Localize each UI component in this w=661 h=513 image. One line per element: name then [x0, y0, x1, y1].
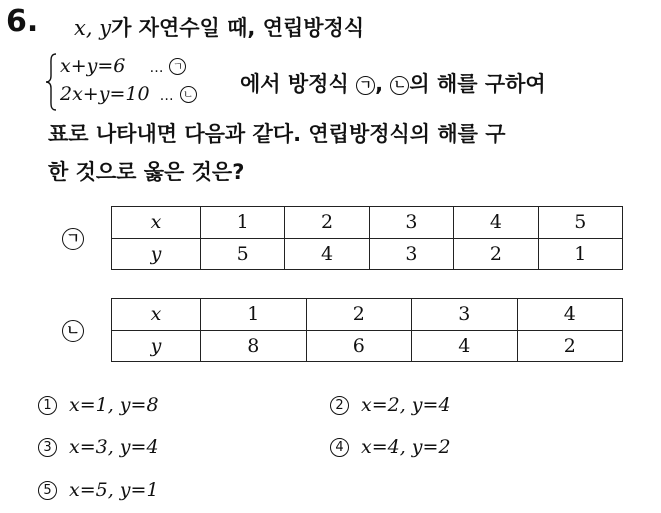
line2-sep: , [375, 72, 391, 96]
question-line-4: 한 것으로 옳은 것은? [48, 160, 245, 184]
table-row [112, 330, 623, 362]
option-5-number: 5 [38, 481, 57, 500]
intro-text: 가 자연수일 때, 연립방정식 [111, 16, 365, 40]
table-b-y-1: 8 [201, 330, 307, 362]
option-5-text: x=5, y=1 [69, 479, 159, 501]
table-row [112, 207, 623, 239]
question-intro [74, 12, 364, 42]
table-row [112, 238, 623, 270]
intro-variables: x, y [74, 16, 112, 40]
line2-post: 의 해를 구하여 [409, 72, 546, 96]
table-a-x-1: 1 [201, 207, 285, 239]
left-brace-icon [44, 52, 58, 112]
table-a-y-4: 2 [454, 238, 538, 270]
line2-pre: 에서 방정식 [240, 72, 357, 96]
question-number: 6. [6, 4, 39, 39]
table-a-x-3: 3 [369, 207, 453, 239]
circled-label-1: ㄱ [356, 76, 375, 95]
table-b-y-2: 6 [306, 330, 412, 362]
equation-1-expr: x+y=6 [60, 55, 126, 77]
table-b-x-3: 3 [412, 299, 518, 331]
equation-2-expr: 2x+y=10 [60, 83, 150, 105]
table-b-x-1: 1 [201, 299, 307, 331]
option-5[interactable] [38, 479, 159, 501]
option-1-text: x=1, y=8 [69, 394, 159, 416]
table-a-x-4: 4 [454, 207, 538, 239]
equation-1-label: ㄱ [169, 58, 186, 75]
option-1-number: 1 [38, 396, 57, 415]
table-a-x-5: 5 [538, 207, 622, 239]
equation-2-label: ㄴ [180, 86, 197, 103]
table-b-y-header: y [112, 330, 201, 362]
option-2-text: x=2, y=4 [361, 394, 451, 416]
option-4[interactable] [330, 436, 451, 458]
option-2-number: 2 [330, 396, 349, 415]
table-a-label: ㄱ [62, 228, 84, 250]
table-a-y-1: 5 [201, 238, 285, 270]
table-a-y-5: 1 [538, 238, 622, 270]
table-b-label: ㄴ [62, 320, 84, 342]
question-line-2 [240, 68, 546, 98]
equation-1-dots: … [149, 60, 164, 76]
option-2[interactable] [330, 394, 451, 416]
table-row [112, 299, 623, 331]
option-3[interactable] [38, 436, 159, 458]
table-b-x-header: x [112, 299, 201, 331]
table-b-x-4: 4 [517, 299, 623, 331]
equation-2 [60, 83, 197, 105]
option-1[interactable] [38, 394, 159, 416]
table-a-x-2: 2 [285, 207, 369, 239]
table-a-y-3: 3 [369, 238, 453, 270]
table-a [111, 206, 623, 270]
option-3-number: 3 [38, 438, 57, 457]
table-b-y-4: 2 [517, 330, 623, 362]
option-4-number: 4 [330, 438, 349, 457]
equation-2-dots: … [159, 88, 174, 104]
table-a-y-header: y [112, 238, 201, 270]
table-a-y-2: 4 [285, 238, 369, 270]
table-b-y-3: 4 [412, 330, 518, 362]
option-4-text: x=4, y=2 [361, 436, 451, 458]
table-b-x-2: 2 [306, 299, 412, 331]
equation-1 [60, 55, 186, 77]
circled-label-2: ㄴ [390, 76, 409, 95]
equation-system [44, 52, 244, 114]
table-a-x-header: x [112, 207, 201, 239]
option-3-text: x=3, y=4 [69, 436, 159, 458]
table-b [111, 298, 623, 362]
question-line-3: 표로 나타내면 다음과 같다. 연립방정식의 해를 구 [48, 122, 506, 146]
